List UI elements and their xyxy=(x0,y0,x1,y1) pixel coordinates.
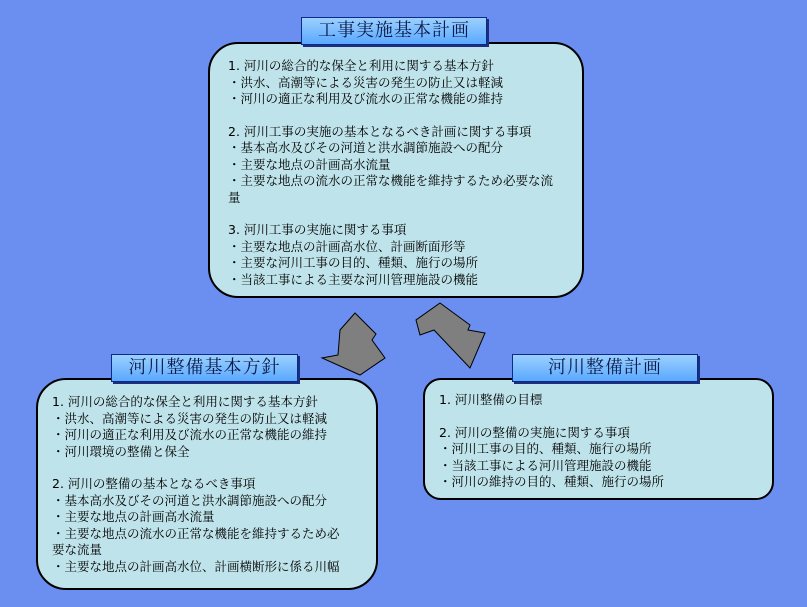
content-line: 1. 河川整備の目標 xyxy=(439,392,543,407)
content-line: ・河川環境の整備と保全 xyxy=(52,443,190,459)
top-plan-title: 工事実施基本計画 xyxy=(301,17,487,45)
content-line: ・河川の適正な利用及び流水の正常な機能の維持 xyxy=(228,91,504,106)
content-line: 2. 河川の整備の実施に関する事項 xyxy=(439,424,630,440)
content-line: ・主要な地点の計画高水位、計画横断形に係る川幅 xyxy=(52,558,340,574)
content-line: 3. 河川工事の実施に関する事項 xyxy=(228,222,407,237)
content-line: ・河川の適正な利用及び流水の正常な機能の維持 xyxy=(52,427,328,442)
content-line: 要な流量 xyxy=(52,542,103,557)
arrow-left-down xyxy=(322,313,385,375)
spacer xyxy=(52,460,376,476)
content-line: ・当該工事による主要な河川管理施設の機能 xyxy=(228,271,479,287)
maintenance-plan-content xyxy=(439,392,772,491)
content-line: 1. 河川の総合的な保全と利用に関する基本方針 xyxy=(52,394,318,409)
content-line: ・基本高水及びその河道と洪水調節施設への配分 xyxy=(228,140,504,155)
basic-policy-title: 河川整備基本方針 xyxy=(111,354,298,382)
spacer xyxy=(439,409,772,425)
spacer xyxy=(228,206,582,222)
content-line: 2. 河川の整備の基本となるべき事項 xyxy=(52,476,256,491)
content-line: ・当該工事による河川管理施設の機能 xyxy=(439,457,652,473)
content-line: ・主要な地点の計画高水流量 xyxy=(52,509,215,524)
content-line: 量 xyxy=(228,189,241,205)
content-line: ・主要な地点の流水の正常な機能を維持するため必 xyxy=(52,525,340,541)
content-line: ・洪水、高潮等による災害の発生の防止又は軽減 xyxy=(228,74,504,90)
content-line: ・河川の維持の目的、種類、施行の場所 xyxy=(439,474,665,489)
top-plan-box xyxy=(208,42,584,298)
content-line: ・主要な地点の計画高水位、計画断面形等 xyxy=(228,238,466,254)
content-line: 2. 河川工事の実施の基本となるべき計画に関する事項 xyxy=(228,123,532,139)
content-line: ・洪水、高潮等による災害の発生の防止又は軽減 xyxy=(52,410,328,426)
top-plan-content xyxy=(228,58,582,288)
content-line: ・河川工事の目的、種類、施行の場所 xyxy=(439,441,652,456)
spacer xyxy=(228,108,582,124)
maintenance-plan-title: 河川整備計画 xyxy=(512,354,698,382)
content-line: ・主要な地点の計画高水流量 xyxy=(228,156,391,172)
content-line: ・主要な河川工事の目的、種類、施行の場所 xyxy=(228,255,479,270)
arrow-right-down xyxy=(416,303,485,368)
basic-policy-box xyxy=(36,378,378,590)
content-line: 1. 河川の総合的な保全と利用に関する基本方針 xyxy=(228,58,494,73)
content-line: ・基本高水及びその河道と洪水調節施設への配分 xyxy=(52,492,328,508)
maintenance-plan-box xyxy=(423,378,774,500)
content-line: ・主要な地点の流水の正常な機能を維持するため必要な流 xyxy=(228,173,554,188)
basic-policy-content xyxy=(52,394,376,575)
